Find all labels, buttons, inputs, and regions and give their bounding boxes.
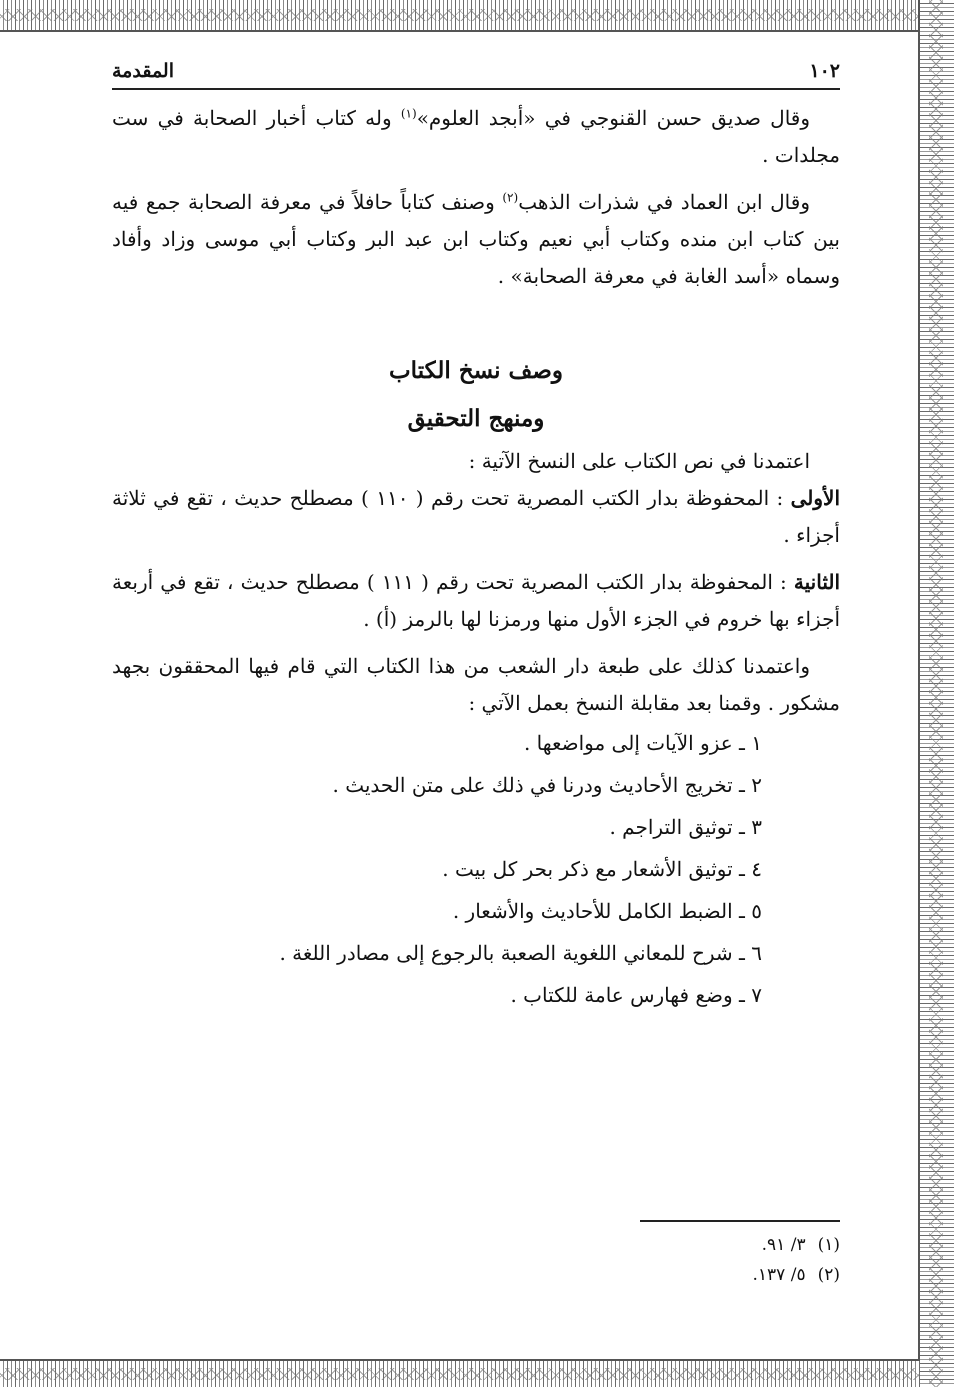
list-item: ٢ ـ تخريج الأحاديث ودرنا في ذلك على متن الحديث . bbox=[332, 773, 762, 797]
footnote-text: ٣/ ٩١. bbox=[761, 1235, 806, 1255]
paragraph-2 bbox=[112, 184, 840, 295]
manuscript-first bbox=[112, 480, 840, 554]
ornamental-border-right bbox=[918, 0, 954, 1387]
list-item: ١ ـ عزو الآيات إلى مواضعها . bbox=[523, 731, 762, 755]
section-heading bbox=[112, 347, 840, 443]
footnote-marker: (١) bbox=[817, 1235, 840, 1255]
book-page bbox=[112, 60, 841, 1285]
section-heading-line-1: وصف نسخ الكتاب bbox=[389, 357, 563, 384]
section-heading-line-2: ومنهج التحقيق bbox=[407, 405, 545, 432]
manuscript-first-label: الأولى bbox=[790, 486, 840, 510]
manuscript-second-text: : المحفوظة بدار الكتب المصرية تحت رقم ( ١١١ ) مصطلح حديث ، تقع في أربعة أجزاء بها خروم في الجزء الأول منها ورمزنا لها بالرمز (أ) . bbox=[112, 570, 840, 631]
footnotes bbox=[112, 1220, 840, 1290]
manuscripts-intro: اعتمدنا في نص الكتاب على النسخ الآتية : bbox=[468, 449, 810, 473]
footnote-ref-2: (٢) bbox=[502, 190, 519, 205]
list-item: ٦ ـ شرح للمعاني اللغوية الصعبة بالرجوع إلى مصادر اللغة . bbox=[279, 941, 762, 965]
page-number: ١٠٢ bbox=[809, 60, 840, 82]
list-item: ٤ ـ توثيق الأشعار مع ذكر بحر كل بيت . bbox=[442, 857, 762, 881]
running-head bbox=[112, 60, 840, 90]
paragraph-1 bbox=[112, 100, 840, 174]
footnote-marker: (٢) bbox=[817, 1265, 840, 1285]
paragraph-2-text-a: وقال ابن العماد في شذرات الذهب bbox=[518, 190, 810, 214]
manuscript-second bbox=[112, 564, 840, 638]
ornamental-border-top bbox=[0, 0, 920, 32]
method-steps-list bbox=[112, 722, 840, 1016]
paragraph-1-text-b: وله كتاب أخبار الصحابة في ست مجلدات . bbox=[112, 106, 840, 167]
paragraph-1-text-a: وقال صديق حسن القنوجي في «أبجد العلوم» bbox=[416, 106, 811, 130]
footnote-1 bbox=[112, 1230, 840, 1260]
manuscript-second-label: الثانية bbox=[793, 570, 841, 594]
ornamental-border-bottom bbox=[0, 1359, 920, 1387]
footnote-text: ٥/ ١٣٧. bbox=[752, 1265, 806, 1285]
main-text bbox=[112, 100, 840, 1016]
list-item: ٥ ـ الضبط الكامل للأحاديث والأشعار . bbox=[452, 899, 762, 923]
paragraph-2-text-b: وصنف كتاباً حافلاً في معرفة الصحابة جمع فيه بين كتاب ابن منده وكتاب أبي نعيم وكتاب ابن عبد البر وكتاب أبي موسى وزاد وأفاد وسماه «أسد الغابة في معرفة الصحابة» . bbox=[112, 190, 840, 288]
chapter-title: المقدمة bbox=[112, 60, 175, 82]
list-item: ٧ ـ وضع فهارس عامة للكتاب . bbox=[510, 983, 762, 1007]
also-relied-paragraph: واعتمدنا كذلك على طبعة دار الشعب من هذا الكتاب التي قام فيها المحققون بجهد مشكور . وقمنا بعد مقابلة النسخ بعمل الآتي : bbox=[112, 654, 840, 715]
manuscript-first-text: : المحفوظة بدار الكتب المصرية تحت رقم ( ١١٠ ) مصطلح حديث ، تقع في ثلاثة أجزاء . bbox=[112, 486, 840, 547]
list-item: ٣ ـ توثيق التراجم . bbox=[609, 815, 762, 839]
footnote-2 bbox=[112, 1260, 840, 1290]
footnote-separator bbox=[640, 1220, 840, 1222]
footnote-ref-1: (١) bbox=[400, 106, 417, 121]
